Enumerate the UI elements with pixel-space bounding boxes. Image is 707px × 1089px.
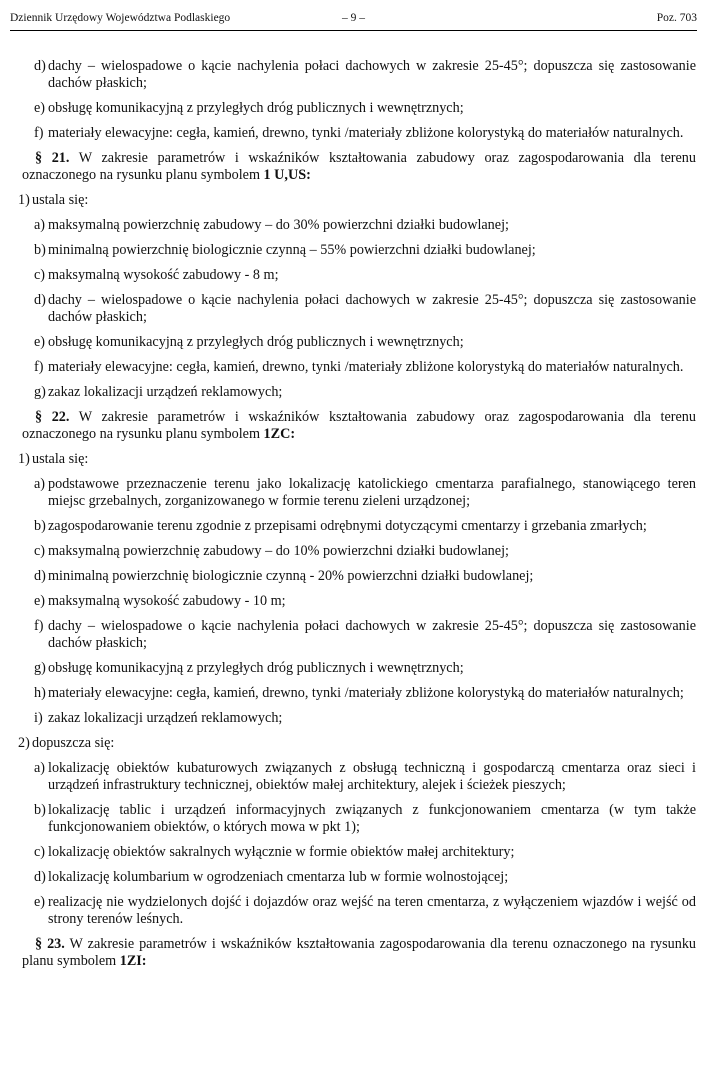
section-22-2 bbox=[18, 735, 692, 752]
list-text: dachy – wielospadowe o kącie nachylenia połaci dachowych w zakresie 25-45°; dopuszcza się zastosowanie dachów płaskich; bbox=[48, 618, 696, 651]
list-text: zagospodarowanie terenu zgodnie z przepisami odrębnymi dotyczącymi cmentarzy i grzebania zmarłych; bbox=[48, 518, 647, 534]
list-marker: i) bbox=[34, 710, 43, 726]
list-item bbox=[22, 844, 696, 861]
paragraph-23 bbox=[22, 936, 696, 970]
list-marker: b) bbox=[34, 802, 46, 818]
list-marker: d) bbox=[34, 869, 46, 885]
list-marker: b) bbox=[34, 242, 46, 258]
list-text: materiały elewacyjne: cegła, kamień, drewno, tynki /materiały zbliżone kolorystyką do materiałów naturalnych. bbox=[48, 125, 684, 141]
paragraph-text: W zakresie parametrów i wskaźników kształtowania zagospodarowania dla terenu oznaczonego na rysunku planu symbolem bbox=[22, 936, 696, 969]
list-text: podstawowe przeznaczenie terenu jako lokalizację katolickiego cmentarza parafialnego, stanowiącego teren miejsc grzebalnych, zorganizowanego w formie terenu zieleni urządzonej; bbox=[48, 476, 696, 509]
list-item bbox=[22, 267, 696, 284]
list-block-22b bbox=[22, 760, 696, 928]
list-text: realizację nie wydzielonych dojść i dojazdów oraz wejść na teren cmentarza, z wyłączeniem wjazdów i wejść od strony terenów leśnych. bbox=[48, 894, 696, 927]
list-text: lokalizację tablic i urządzeń informacyjnych związanych z funkcjonowaniem cmentarza (w tym także funkcjonowaniem obiektów, o których mowa w pkt 1); bbox=[48, 802, 696, 835]
list-text: minimalną powierzchnię biologicznie czynną - 20% powierzchni działki budowlanej; bbox=[48, 568, 534, 584]
section-22-1 bbox=[18, 451, 692, 468]
list-item bbox=[22, 58, 696, 92]
zone-symbol: 1ZI: bbox=[119, 953, 147, 969]
list-item bbox=[22, 242, 696, 259]
list-text: materiały elewacyjne: cegła, kamień, drewno, tynki /materiały zbliżone kolorystyką do materiałów naturalnych; bbox=[48, 685, 684, 701]
list-text: dachy – wielospadowe o kącie nachylenia połaci dachowych w zakresie 25-45°; dopuszcza się zastosowanie dachów płaskich; bbox=[48, 292, 696, 325]
paragraph-number: § 23. bbox=[35, 936, 65, 952]
journal-title: Dziennik Urzędowy Województwa Podlaskiego bbox=[10, 12, 231, 24]
list-item bbox=[22, 543, 696, 560]
paragraph-22 bbox=[22, 409, 696, 443]
list-text: minimalną powierzchnię biologicznie czynną – 55% powierzchni działki budowlanej; bbox=[48, 242, 536, 258]
list-text: lokalizację kolumbarium w ogrodzeniach cmentarza lub w formie wolnostojącej; bbox=[48, 869, 509, 885]
list-item bbox=[22, 359, 696, 376]
list-item bbox=[22, 802, 696, 836]
list-text: lokalizację obiektów kubaturowych związanych z obsługą techniczną i gospodarczą cmentarza oraz sieci i urządzeń infrastruktury technicznej, obiektów małej architektury, alejek i ścieżek pieszych; bbox=[48, 760, 696, 793]
list-text: materiały elewacyjne: cegła, kamień, drewno, tynki /materiały zbliżone kolorystyką do materiałów naturalnych. bbox=[48, 359, 684, 375]
list-text: zakaz lokalizacji urządzeń reklamowych; bbox=[48, 710, 283, 726]
list-item bbox=[22, 710, 696, 727]
list-block-22a bbox=[22, 476, 696, 727]
list-text: maksymalną powierzchnię zabudowy – do 10% powierzchni działki budowlanej; bbox=[48, 543, 509, 559]
list-text: lokalizację obiektów sakralnych wyłącznie w formie obiektów małej architektury; bbox=[48, 844, 515, 860]
list-marker: e) bbox=[34, 334, 46, 350]
list-item bbox=[22, 100, 696, 117]
zone-symbol: 1 U,US: bbox=[263, 167, 311, 183]
list-item bbox=[22, 660, 696, 677]
list-marker: d) bbox=[34, 292, 46, 308]
section-marker: 1) bbox=[18, 192, 30, 208]
list-block-1 bbox=[22, 58, 696, 142]
paragraph-21 bbox=[22, 150, 696, 184]
paragraph-text: W zakresie parametrów i wskaźników kształtowania zabudowy oraz zagospodarowania dla terenu oznaczonego na rysunku planu symbolem bbox=[22, 150, 696, 183]
list-marker: c) bbox=[34, 267, 46, 283]
list-item bbox=[22, 518, 696, 535]
list-marker: g) bbox=[34, 660, 46, 676]
list-marker: e) bbox=[34, 894, 46, 910]
paragraph-text: W zakresie parametrów i wskaźników kształtowania zabudowy oraz zagospodarowania dla terenu oznaczonego na rysunku planu symbolem bbox=[22, 409, 696, 442]
page-header bbox=[10, 12, 697, 31]
zone-symbol: 1ZC: bbox=[263, 426, 296, 442]
paragraph-number: § 22. bbox=[35, 409, 70, 425]
list-item bbox=[22, 125, 696, 142]
list-item bbox=[22, 476, 696, 510]
section-text: ustala się: bbox=[32, 451, 89, 467]
list-marker: a) bbox=[34, 760, 46, 776]
list-marker: g) bbox=[34, 384, 46, 400]
list-item bbox=[22, 217, 696, 234]
list-text: obsługę komunikacyjną z przyległych dróg publicznych i wewnętrznych; bbox=[48, 100, 464, 116]
list-marker: f) bbox=[34, 125, 44, 141]
list-marker: a) bbox=[34, 217, 46, 233]
paragraph-number: § 21. bbox=[35, 150, 70, 166]
list-block-21 bbox=[22, 217, 696, 401]
list-marker: h) bbox=[34, 685, 46, 701]
list-text: maksymalną powierzchnię zabudowy – do 30% powierzchni działki budowlanej; bbox=[48, 217, 509, 233]
list-marker: f) bbox=[34, 359, 44, 375]
list-marker: f) bbox=[34, 618, 44, 634]
list-text: obsługę komunikacyjną z przyległych dróg publicznych i wewnętrznych; bbox=[48, 334, 464, 350]
list-marker: e) bbox=[34, 593, 46, 609]
list-item bbox=[22, 618, 696, 652]
list-item bbox=[22, 568, 696, 585]
section-21-1 bbox=[18, 192, 692, 209]
list-marker: c) bbox=[34, 844, 46, 860]
list-text: obsługę komunikacyjną z przyległych dróg publicznych i wewnętrznych; bbox=[48, 660, 464, 676]
list-item bbox=[22, 334, 696, 351]
list-marker: a) bbox=[34, 476, 46, 492]
list-marker: d) bbox=[34, 58, 46, 74]
list-text: maksymalną wysokość zabudowy - 10 m; bbox=[48, 593, 286, 609]
list-marker: c) bbox=[34, 543, 46, 559]
list-marker: e) bbox=[34, 100, 46, 116]
list-item bbox=[22, 292, 696, 326]
list-text: zakaz lokalizacji urządzeń reklamowych; bbox=[48, 384, 283, 400]
list-marker: d) bbox=[34, 568, 46, 584]
list-item bbox=[22, 593, 696, 610]
document-body bbox=[18, 58, 696, 978]
section-text: dopuszcza się: bbox=[32, 735, 115, 751]
position-number: Poz. 703 bbox=[656, 12, 697, 24]
list-text: maksymalną wysokość zabudowy - 8 m; bbox=[48, 267, 279, 283]
list-marker: b) bbox=[34, 518, 46, 534]
list-item bbox=[22, 760, 696, 794]
list-text: dachy – wielospadowe o kącie nachylenia połaci dachowych w zakresie 25-45°; dopuszcza się zastosowanie dachów płaskich; bbox=[48, 58, 696, 91]
list-item bbox=[22, 894, 696, 928]
list-item bbox=[22, 384, 696, 401]
list-item bbox=[22, 869, 696, 886]
section-marker: 2) bbox=[18, 735, 30, 751]
page-number: – 9 – bbox=[342, 12, 365, 24]
section-text: ustala się: bbox=[32, 192, 89, 208]
section-marker: 1) bbox=[18, 451, 30, 467]
list-item bbox=[22, 685, 696, 702]
